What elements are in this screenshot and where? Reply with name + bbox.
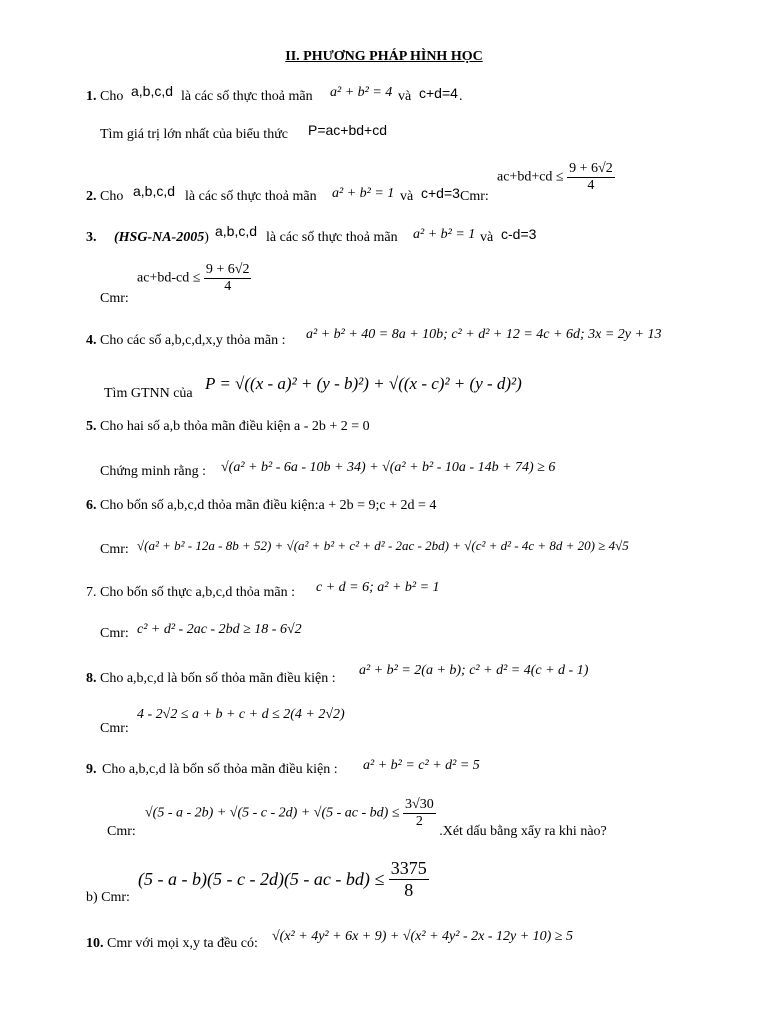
problem-10 — [86, 937, 258, 951]
problem-9-inequality — [145, 797, 607, 839]
problem-3-text-b: là các số thực thoả mãn — [266, 230, 398, 245]
problem-5-line-2: Chứng minh rằng : — [100, 464, 206, 479]
problem-3-tag: (HSG-NA-2005 — [114, 230, 205, 245]
problem-3-paren: ) — [204, 230, 209, 245]
problem-9b-inequality — [138, 858, 429, 900]
problem-6-cmr: Cmr: — [100, 542, 129, 557]
problem-1-text-a: Cho — [100, 89, 124, 104]
problem-1-vars: a,b,c,d — [131, 83, 174, 99]
problem-3-fraction — [204, 262, 252, 295]
problem-10-expression: √(x² + 4y² + 6x + 9) + √(x² + 4y² - 2x - 12y + 10) ≥ 5 — [272, 929, 573, 944]
problem-9-text: Cho a,b,c,d là bốn số thỏa mãn điều kiện : — [102, 762, 338, 777]
problem-3 — [86, 231, 209, 245]
problem-5-number: 5. — [86, 419, 97, 434]
problem-8-condition: a² + b² = 2(a + b); c² + d² = 4(c + d - 1) — [359, 663, 589, 678]
problem-4-text: Cho các số a,b,c,d,x,y thỏa mãn : — [100, 333, 286, 348]
problem-9-cmr: Cmr: — [107, 824, 136, 839]
problem-6-number: 6. — [86, 498, 97, 513]
problem-4-number: 4. — [86, 333, 97, 348]
problem-2-lhs: ac+bd+cd ≤ — [497, 169, 564, 185]
problem-8-text: Cho a,b,c,d là bốn số thỏa mãn điều kiện : — [100, 671, 336, 686]
problem-10-number: 10. — [86, 936, 104, 951]
problem-2-and: và — [400, 189, 414, 204]
problem-9-condition: a² + b² = c² + d² = 5 — [363, 758, 480, 773]
problem-9-fraction-numerator: 3√30 — [403, 797, 436, 814]
problem-2-text-a: Cho — [100, 189, 124, 204]
problem-9-fraction-denominator: 2 — [415, 814, 423, 830]
problem-2-text-b: là các số thực thoả mãn — [185, 189, 317, 204]
problem-5 — [86, 420, 370, 434]
problem-7 — [86, 586, 295, 600]
problem-2-vars: a,b,c,d — [133, 183, 176, 199]
problem-1 — [86, 90, 123, 104]
problem-1-expression: P=ac+bd+cd — [308, 122, 388, 138]
problem-7-cmr: Cmr: — [100, 626, 129, 641]
problem-1-line-2: Tìm giá trị lớn nhất của biểu thức — [100, 127, 288, 142]
problem-4-expression: P = √((x - a)² + (y - b)²) + √((x - c)² + (y - d)²) — [205, 374, 522, 393]
problem-7-condition: c + d = 6; a² + b² = 1 — [316, 580, 440, 595]
problem-2-condition-2: c+d=3 — [421, 185, 460, 201]
problem-1-number: 1. — [86, 89, 97, 104]
problem-5-expression: √(a² + b² - 6a - 10b + 34) + √(a² + b² - 10a - 14b + 74) ≥ 6 — [221, 460, 556, 475]
problem-9-fraction — [403, 797, 436, 830]
problem-8-expression: 4 - 2√2 ≤ a + b + c + d ≤ 2(4 + 2√2) — [137, 707, 345, 722]
problem-6-expression: √(a² + b² - 12a - 8b + 52) + √(a² + b² + c² + d² - 2ac - 2bd) + √(c² + d² - 4c + 8d + 20) ≥ 4√5 — [137, 538, 629, 553]
problem-1-and: và — [398, 89, 412, 104]
problem-4-condition: a² + b² + 40 = 8a + 10b; c² + d² + 12 = 4c + 6d; 3x = 2y + 13 — [306, 327, 662, 342]
problem-8 — [86, 672, 336, 686]
problem-3-and: và — [480, 230, 494, 245]
problem-2-number: 2. — [86, 189, 97, 204]
problem-3-cmr: Cmr: — [100, 291, 129, 306]
problem-2-fraction-denominator: 4 — [587, 178, 595, 194]
problem-7-expression: c² + d² - 2ac - 2bd ≥ 18 - 6√2 — [137, 622, 302, 637]
problem-7-text: Cho bốn số thực a,b,c,d thỏa mãn : — [100, 585, 296, 600]
problem-8-number: 8. — [86, 671, 97, 686]
problem-1-condition-1: a² + b² = 4 — [330, 85, 393, 100]
problem-3-condition-1: a² + b² = 1 — [413, 227, 476, 242]
problem-2 — [86, 190, 123, 204]
problem-9b-fraction-numerator: 3375 — [390, 858, 427, 878]
problem-3-fraction-denominator: 4 — [224, 279, 232, 295]
problem-9b-label: b) Cmr: — [86, 890, 130, 905]
problem-9 — [86, 763, 338, 777]
problem-4 — [86, 334, 285, 348]
problem-2-fraction — [567, 161, 615, 194]
section-title: II. PHƯƠNG PHÁP HÌNH HỌC — [285, 49, 483, 64]
problem-3-number: 3. — [86, 230, 97, 245]
problem-9-number: 9. — [86, 762, 97, 777]
problem-3-vars: a,b,c,d — [215, 223, 258, 239]
problem-9-expression: √(5 - a - 2b) + √(5 - c - 2d) + √(5 - ac - bd) ≤ — [145, 805, 400, 821]
problem-8-cmr: Cmr: — [100, 721, 129, 736]
problem-3-inequality — [137, 262, 251, 295]
problem-7-number: 7. — [86, 585, 97, 600]
problem-1-dot: . — [459, 89, 463, 104]
problem-9b-fraction — [389, 858, 429, 900]
problem-10-text: Cmr với mọi x,y ta đều có: — [107, 936, 258, 951]
problem-9b-expression: (5 - a - b)(5 - c - 2d)(5 - ac - bd) ≤ — [138, 869, 385, 890]
problem-9-tail: .Xét dấu bằng xẩy ra khi nào? — [439, 823, 607, 839]
problem-6 — [86, 499, 436, 513]
problem-3-lhs: ac+bd-cd ≤ — [137, 270, 201, 286]
problem-2-condition-1: a² + b² = 1 — [332, 186, 395, 201]
problem-3-fraction-numerator: 9 + 6√2 — [204, 262, 252, 279]
problem-9b-fraction-denominator: 8 — [404, 879, 414, 900]
problem-6-text: Cho bốn số a,b,c,d thỏa mãn điều kiện:a + 2b = 9;c + 2d = 4 — [100, 498, 437, 513]
problem-2-cmr: Cmr: — [460, 189, 489, 204]
problem-3-condition-2: c-d=3 — [501, 226, 537, 242]
problem-5-text: Cho hai số a,b thỏa mãn điều kiện a - 2b + 2 = 0 — [100, 419, 370, 434]
problem-4-line-2: Tìm GTNN của — [104, 386, 193, 401]
problem-1-condition-2: c+d=4 — [419, 85, 458, 101]
problem-2-fraction-numerator: 9 + 6√2 — [567, 161, 615, 178]
problem-2-inequality — [497, 161, 615, 194]
problem-1-text-b: là các số thực thoả mãn — [181, 89, 313, 104]
